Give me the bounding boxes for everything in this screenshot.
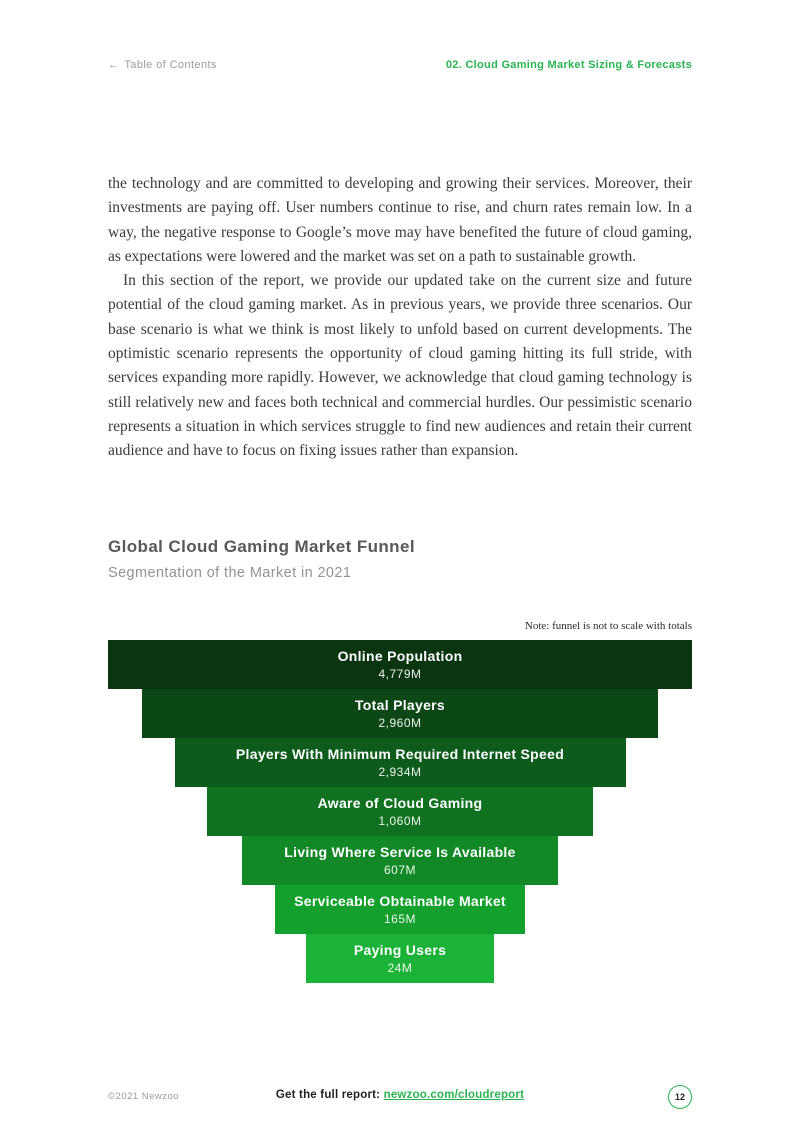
funnel-stage-label: Paying Users [353,942,447,958]
funnel-stage-value: 165M [383,912,417,926]
funnel-stage-value: 2,960M [378,716,422,730]
chapter-label: 02. Cloud Gaming Market Sizing & Forecasts [445,59,692,71]
funnel-stage-label: Players With Minimum Required Internet Speed [235,746,565,762]
page-number-badge: 12 [668,1085,692,1109]
funnel-stage-label: Online Population [337,648,463,664]
funnel-stage [242,836,558,885]
body-copy [108,172,692,464]
figure-title: Global Cloud Gaming Market Funnel [108,537,415,556]
funnel-stage-value: 2,934M [378,765,422,779]
funnel-stage-label: Living Where Service Is Available [284,844,516,860]
page-header [108,59,692,71]
funnel-stage [207,787,593,836]
funnel-note: Note: funnel is not to scale with totals [524,620,692,632]
funnel-chart [0,640,800,983]
funnel-stage-label: Total Players [354,697,445,713]
funnel-stage-value: 607M [383,863,417,877]
funnel-stage [275,885,525,934]
funnel-stage-label: Aware of Cloud Gaming [317,795,483,811]
cloudreport-link[interactable]: newzoo.com/cloudreport [383,1089,525,1101]
funnel-stage [175,738,626,787]
funnel-stage-value: 4,779M [378,667,422,681]
funnel-stage-value: 1,060M [378,814,422,828]
funnel-stage [306,934,494,983]
paragraph: the technology and are committed to developing and growing their services. Moreover, their investments are paying off. User numbers continue to rise, and churn rates remain low. In a way, the negative response to Google’s move may have benefited the future of cloud gaming, as expectations were lowered and the market was set on a path to sustainable growth. [108,175,692,265]
figure-subtitle: Segmentation of the Market in 2021 [108,565,352,581]
cta-label: Get the full report: [275,1089,381,1101]
funnel-stage [142,689,658,738]
paragraph: In this section of the report, we provide our updated take on the current size and future potential of the cloud gaming market. As in previous years, we provide three scenarios. Our base scenario is what we think is most likely to unfold based on current developments. The optimistic scenario represents the opportunity of cloud gaming hitting its full stride, with services expanding more rapidly. However, we acknowledge that cloud gaming technology is still relatively new and faces both technical and commercial hurdles. Our pessimistic scenario represents a situation in which services struggle to find new audiences and retain their current audience and have to focus on fixing issues rather than expansion. [108,272,692,460]
back-arrow-icon: ← [108,59,120,71]
figure-heading [108,537,692,581]
funnel-stage-label: Serviceable Obtainable Market [294,893,506,909]
table-of-contents-link[interactable] [108,59,217,71]
copyright-text: ©2021 Newzoo [108,1091,180,1102]
funnel-stage-value: 24M [387,961,413,975]
funnel-stage [108,640,692,689]
back-link-label: Table of Contents [124,59,217,71]
